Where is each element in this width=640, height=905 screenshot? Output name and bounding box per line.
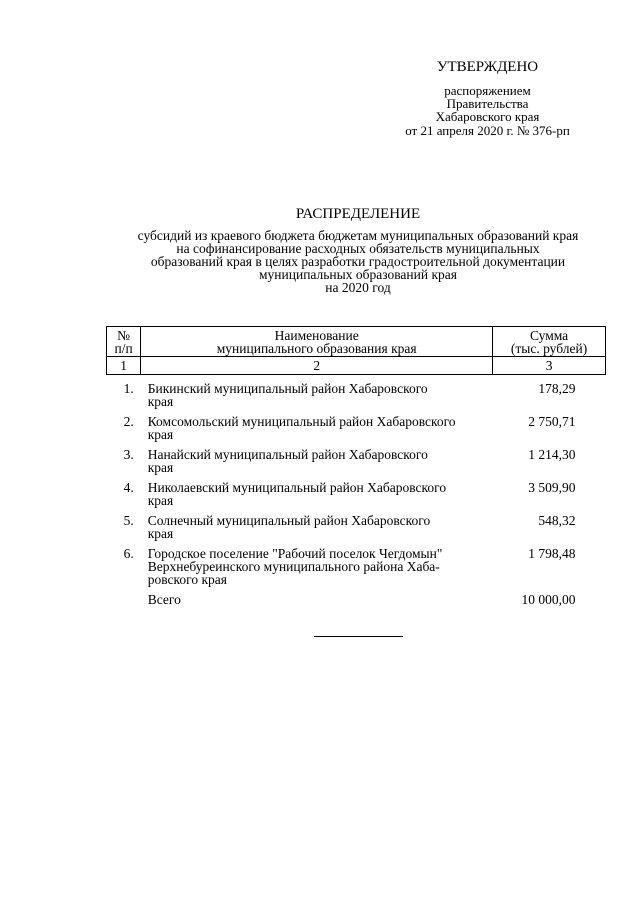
header-name-line: муниципального образования края	[216, 341, 417, 356]
column-number-row	[107, 357, 606, 375]
approval-line-1: распоряжением	[444, 83, 531, 98]
table-row	[107, 375, 606, 409]
header-number	[107, 327, 141, 357]
row-sum: 3 509,90	[528, 480, 576, 495]
row-name-line: Солнечный муниципальный район Хабаровского	[147, 513, 431, 528]
table-row	[107, 441, 606, 474]
header-number-line: №	[117, 328, 131, 343]
row-number: 3.	[123, 447, 134, 462]
closing-rule	[314, 636, 403, 637]
document-subtitle-line: муниципальных образований края	[259, 267, 457, 282]
document-subtitle-line: субсидий из краевого бюджета бюджетам муниципальных образований края	[137, 228, 579, 243]
row-name-line: края	[147, 427, 174, 442]
column-number: 1	[107, 357, 141, 375]
document-subtitle-line: на софинансирование расходных обязательств муниципальных	[176, 241, 540, 256]
total-label: Всего	[147, 592, 181, 607]
header-sum-line: Сумма	[529, 328, 569, 343]
row-sum: 2 750,71	[528, 414, 576, 429]
distribution-table	[106, 326, 606, 606]
row-number: 1.	[123, 381, 134, 396]
row-number: 2.	[123, 414, 134, 429]
table-row	[107, 507, 606, 540]
column-number: 3	[493, 357, 606, 375]
row-name-line: края	[147, 526, 174, 541]
document-subtitle-line: образований края в целях разработки градостроительной документации	[150, 254, 566, 269]
row-name-line: Верхнебуреинского муниципального района Хаба-	[147, 559, 440, 574]
approval-line-3: Хабаровского края	[435, 109, 540, 124]
total-sum: 10 000,00	[521, 592, 576, 607]
row-number: 5.	[123, 513, 134, 528]
row-name-line: Комсомольский муниципальный район Хабаровского	[147, 414, 456, 429]
header-sum	[493, 327, 606, 357]
row-name-line: Бикинский муниципальный район Хабаровского	[147, 381, 428, 396]
table-row	[107, 540, 606, 586]
table-row	[107, 474, 606, 507]
approval-line-2: Правительства	[446, 96, 529, 111]
total-number-cell	[107, 586, 141, 606]
row-name	[141, 474, 493, 507]
column-number: 2	[141, 357, 493, 375]
row-number: 4.	[123, 480, 134, 495]
row-name-line: Городское поселение "Рабочий поселок Чегдомын"	[147, 546, 443, 561]
table-header-row	[107, 327, 606, 357]
row-name-line: Нанайский муниципальный район Хабаровского	[147, 447, 428, 462]
row-name	[141, 507, 493, 540]
row-sum: 178,29	[538, 381, 576, 396]
row-number: 6.	[123, 546, 134, 561]
row-sum: 548,32	[538, 513, 576, 528]
approval-date: от 21 апреля 2020 г. № 376-рп	[405, 123, 570, 138]
row-name-line: края	[147, 394, 174, 409]
approval-title: УТВЕРЖДЕНО	[436, 59, 539, 75]
row-name	[141, 375, 493, 409]
row-name	[141, 540, 493, 586]
row-sum: 1 214,30	[528, 447, 576, 462]
document-subtitle-line: на 2020 год	[325, 280, 391, 295]
row-name	[141, 441, 493, 474]
row-name-line: ровского края	[147, 572, 227, 587]
header-number-line: п/п	[114, 341, 133, 356]
table-row	[107, 408, 606, 441]
header-name	[141, 327, 493, 357]
header-name-line: Наименование	[274, 328, 359, 343]
row-name	[141, 408, 493, 441]
row-name-line: края	[147, 493, 174, 508]
approval-block	[395, 58, 580, 138]
row-sum: 1 798,48	[528, 546, 576, 561]
total-row	[107, 586, 606, 606]
document-title: РАСПРЕДЕЛЕНИЕ	[295, 206, 421, 222]
document-heading	[108, 205, 608, 294]
row-name-line: края	[147, 460, 174, 475]
row-name-line: Николаевский муниципальный район Хабаровского	[147, 480, 447, 495]
header-sum-line: (тыс. рублей)	[510, 341, 588, 356]
